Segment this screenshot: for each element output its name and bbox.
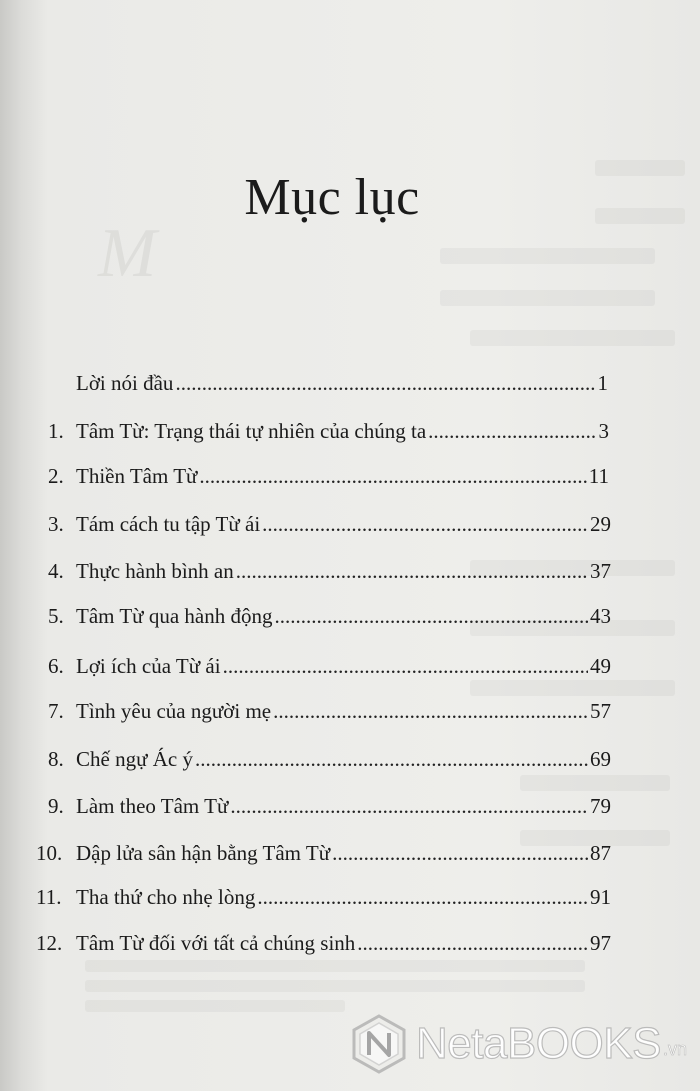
toc-page-number: 43 — [590, 604, 611, 628]
toc-entry-title: Lời nói đầu — [76, 371, 174, 395]
toc-row — [48, 416, 609, 446]
toc-row — [36, 928, 611, 958]
toc-entry-number: 11. — [36, 885, 62, 909]
toc-page-number: 37 — [590, 559, 611, 583]
toc-page-number: 57 — [590, 699, 611, 723]
toc-entry-number: 12. — [36, 931, 63, 955]
toc-entry-number: 1. — [48, 419, 64, 443]
toc-page-number: 69 — [590, 747, 611, 771]
toc-row — [48, 791, 611, 821]
page-title: Mục lục — [244, 169, 420, 226]
toc-row — [48, 744, 611, 774]
toc-row — [36, 882, 611, 912]
toc-leader-dots — [175, 368, 595, 398]
toc-leader-dots — [223, 651, 588, 681]
toc-entry-number: 2. — [48, 464, 64, 488]
toc-entry-title: Tâm Từ: Trạng thái tự nhiên của chúng ta — [76, 419, 427, 443]
toc-row — [48, 509, 611, 539]
toc-page-number: 97 — [590, 931, 611, 955]
toc-entry-title: Thiền Tâm Từ — [76, 464, 198, 488]
toc-entry-number: 5. — [48, 604, 64, 628]
toc-entry-title: Tâm Từ qua hành động — [76, 604, 273, 628]
show-through-initial: M — [98, 215, 157, 292]
toc-leader-dots — [357, 928, 588, 958]
toc-leader-dots — [236, 556, 588, 586]
toc-entry-number: 6. — [48, 654, 64, 678]
toc-entry-title: Tha thứ cho nhẹ lòng — [76, 885, 256, 909]
netabooks-logo-icon — [348, 1013, 410, 1075]
toc-row — [48, 696, 611, 726]
toc-leader-dots — [273, 696, 588, 726]
toc-entry-title: Làm theo Tâm Từ — [76, 794, 229, 818]
toc-leader-dots — [199, 461, 586, 491]
toc-entry-title: Thực hành bình an — [76, 559, 234, 583]
toc-page-number: 11 — [588, 464, 609, 488]
toc-leader-dots — [262, 509, 588, 539]
toc-row — [48, 556, 611, 586]
toc-entry-title: Lợi ích của Từ ái — [76, 654, 221, 678]
toc-entry-number: 8. — [48, 747, 64, 771]
toc-page-number: 29 — [590, 512, 611, 536]
netabooks-watermark — [348, 1012, 693, 1076]
toc-page-number: 91 — [590, 885, 611, 909]
toc-page-number: 3 — [598, 419, 609, 443]
toc-page-number: 79 — [590, 794, 611, 818]
toc-row — [76, 368, 608, 398]
toc-leader-dots — [195, 744, 588, 774]
toc-row — [48, 461, 609, 491]
toc-row — [48, 601, 611, 631]
toc-leader-dots — [257, 882, 588, 912]
watermark-suffix: .vn — [662, 1039, 687, 1059]
toc-page-number: 87 — [590, 841, 611, 865]
toc-leader-dots — [332, 838, 588, 868]
toc-entry-title: Chế ngự Ác ý — [76, 747, 193, 771]
toc-entry-number: 7. — [48, 699, 64, 723]
toc-row — [36, 838, 611, 868]
toc-entry-number: 10. — [36, 841, 63, 865]
toc-row — [48, 651, 611, 681]
toc-leader-dots — [230, 791, 588, 821]
toc-entry-number: 4. — [48, 559, 64, 583]
watermark-brand: NetaBOOKS — [416, 1019, 661, 1068]
toc-entry-title: Dập lửa sân hận bằng Tâm Từ — [76, 841, 331, 865]
toc-page-number: 49 — [590, 654, 611, 678]
toc-entry-number: 9. — [48, 794, 64, 818]
toc-entry-title: Tám cách tu tập Từ ái — [76, 512, 261, 536]
toc-entry-title: Tâm Từ đối với tất cả chúng sinh — [76, 931, 356, 955]
toc-leader-dots — [428, 416, 596, 446]
toc-entry-number: 3. — [48, 512, 64, 536]
toc-page-number: 1 — [597, 371, 608, 395]
toc-entry-title: Tình yêu của người mẹ — [76, 699, 272, 723]
toc-leader-dots — [274, 601, 588, 631]
